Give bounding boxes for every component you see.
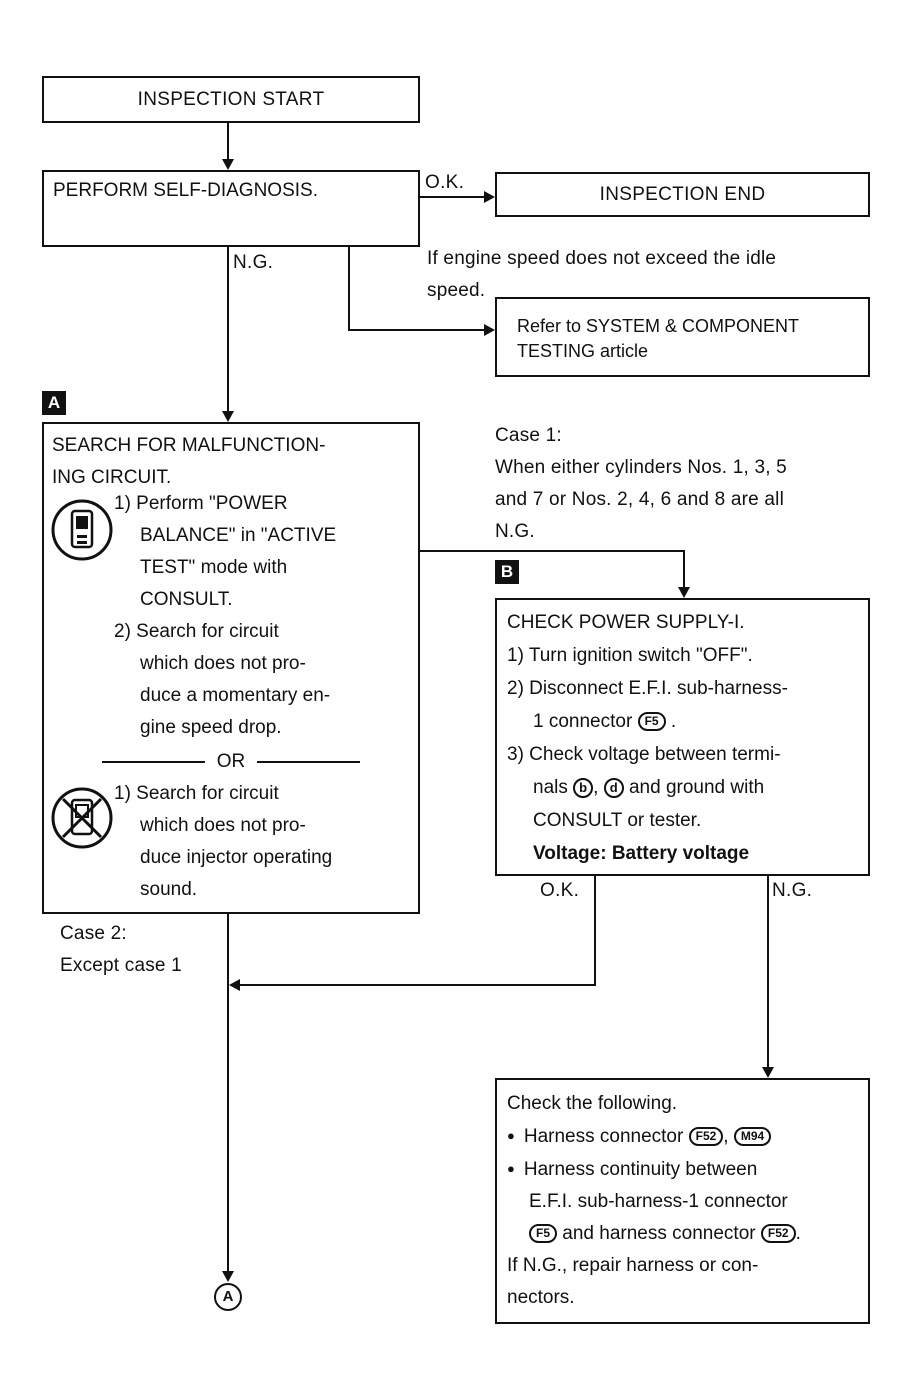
or-divider	[102, 746, 360, 778]
connector-f52-badge: F52	[761, 1224, 796, 1243]
search-title-line2: ING CIRCUIT.	[52, 467, 172, 488]
arrowhead-down-icon	[222, 159, 234, 170]
b-box-voltage: Voltage: Battery voltage	[533, 843, 750, 864]
arrowhead-right-icon	[484, 324, 495, 336]
b-box-step2a: 2) Disconnect E.F.I. sub-harness-	[507, 678, 788, 699]
case1-line1: Case 1:	[495, 425, 562, 446]
case2-line1: Case 2:	[60, 923, 127, 944]
or-rule-right	[257, 761, 360, 763]
circled-a-connector: A	[214, 1283, 242, 1311]
inspection-end-box	[495, 172, 870, 217]
b-box-step1: 1) Turn ignition switch "OFF".	[507, 645, 753, 666]
step-line: duce injector operating	[140, 847, 333, 868]
or-label: OR	[216, 751, 246, 772]
perform-self-diagnosis-label: PERFORM SELF-DIAGNOSIS.	[53, 180, 318, 201]
refer-line2: TESTING article	[517, 341, 649, 361]
item-text: Harness continuity between	[523, 1159, 758, 1180]
step-line: 1) Search for circuit	[114, 783, 279, 804]
step-text: ,	[593, 777, 604, 798]
check-box-title: Check the following.	[507, 1093, 678, 1114]
arrowhead-down-icon	[678, 587, 690, 598]
arrowhead-down-icon	[762, 1067, 774, 1078]
bullet-icon: ●	[507, 1161, 515, 1176]
check-item2b: E.F.I. sub-harness-1 connector	[529, 1191, 788, 1212]
step-line: 2) Search for circuit	[114, 621, 279, 642]
check-footer1: If N.G., repair harness or con-	[507, 1255, 759, 1276]
check-footer2: nectors.	[507, 1287, 575, 1308]
consult-steps	[114, 488, 336, 744]
search-box-title	[52, 430, 325, 494]
step-line: TEST" mode with	[140, 557, 288, 578]
b-box-step3b	[507, 771, 858, 804]
marker-a: A	[42, 391, 66, 415]
inspection-start-label: INSPECTION START	[137, 88, 325, 110]
case2-line2: Except case 1	[60, 955, 182, 976]
search-title-line1: SEARCH FOR MALFUNCTION-	[52, 435, 326, 456]
step-line: which does not pro-	[140, 653, 306, 674]
connector-search-to-b-vertical	[683, 550, 685, 588]
search-malfunction-box	[42, 422, 420, 914]
step-line: duce a momentary en-	[140, 685, 331, 706]
ok-label-top: O.K.	[425, 172, 465, 193]
connector-f5-badge: F5	[638, 712, 666, 731]
consult-icon	[50, 498, 114, 568]
no-consult-icon	[50, 786, 114, 856]
perform-self-diagnosis-box	[42, 170, 420, 247]
connector-f5-badge: F5	[529, 1224, 557, 1243]
step-line: which does not pro-	[140, 815, 306, 836]
idle-note-line2: speed.	[427, 280, 486, 301]
step-text: and ground with	[623, 777, 765, 798]
item-text: and harness connector	[557, 1223, 761, 1244]
check-item2c	[507, 1218, 858, 1250]
case2-note	[60, 918, 182, 982]
connector-search-to-b-horizontal	[420, 550, 685, 552]
idle-note-line1: If engine speed does not exceed the idle	[427, 248, 777, 269]
check-item1	[507, 1120, 858, 1153]
arrowhead-down-icon	[222, 1271, 234, 1282]
connector-search-to-a	[227, 914, 229, 1272]
step-text: nals	[533, 777, 574, 798]
b-box-step3a: 3) Check voltage between termi-	[507, 744, 781, 765]
connector-branch-horizontal	[348, 329, 485, 331]
refer-testing-box	[495, 297, 870, 377]
case1-line2: When either cylinders Nos. 1, 3, 5	[495, 457, 787, 478]
no-consult-steps	[114, 778, 332, 906]
check-item2a	[507, 1153, 858, 1186]
ng-label-top: N.G.	[233, 252, 274, 273]
check-following-box	[495, 1078, 870, 1324]
case1-line3: and 7 or Nos. 2, 4, 6 and 8 are all	[495, 489, 785, 510]
step-line: 1) Perform "POWER	[114, 493, 288, 514]
step-line: BALANCE" in "ACTIVE	[140, 525, 337, 546]
b-box-step2b	[507, 705, 858, 738]
arrowhead-right-icon	[484, 191, 495, 203]
or-rule-left	[102, 761, 205, 763]
step-text: 1 connector	[533, 711, 638, 732]
item-text: ,	[723, 1126, 734, 1147]
step-line: CONSULT.	[140, 589, 233, 610]
case1-line4: N.G.	[495, 521, 535, 542]
case1-note	[495, 420, 787, 548]
bullet-icon: ●	[507, 1128, 515, 1143]
connector-ok-horizontal	[240, 984, 596, 986]
terminal-b-badge: b	[573, 778, 593, 798]
connector-ok-vertical	[594, 876, 596, 986]
b-box-step3c: CONSULT or tester.	[533, 810, 702, 831]
ok-label-b: O.K.	[540, 880, 580, 901]
step-text: .	[665, 711, 677, 732]
item-text: Harness connector	[523, 1126, 689, 1147]
connector-ng-vertical	[767, 876, 769, 1068]
item-text: .	[795, 1223, 801, 1244]
inspection-start-box	[42, 76, 420, 123]
connector-ok-to-end	[420, 196, 484, 198]
connector-start-to-diagnosis	[227, 123, 229, 160]
b-box-title: CHECK POWER SUPPLY-I.	[507, 612, 745, 633]
check-power-supply-box	[495, 598, 870, 876]
connector-branch-vertical	[348, 247, 350, 331]
arrowhead-left-icon	[229, 979, 240, 991]
connector-ng-to-search	[227, 247, 229, 412]
arrowhead-down-icon	[222, 411, 234, 422]
terminal-d-badge: d	[604, 778, 624, 798]
connector-m94-badge: M94	[734, 1127, 771, 1146]
ng-label-b: N.G.	[772, 880, 813, 901]
marker-b: B	[495, 560, 519, 584]
connector-f52-badge: F52	[689, 1127, 724, 1146]
inspection-end-label: INSPECTION END	[599, 183, 766, 205]
step-line: gine speed drop.	[140, 717, 282, 738]
refer-line1: Refer to SYSTEM & COMPONENT	[517, 316, 800, 336]
step-line: sound.	[140, 879, 198, 900]
